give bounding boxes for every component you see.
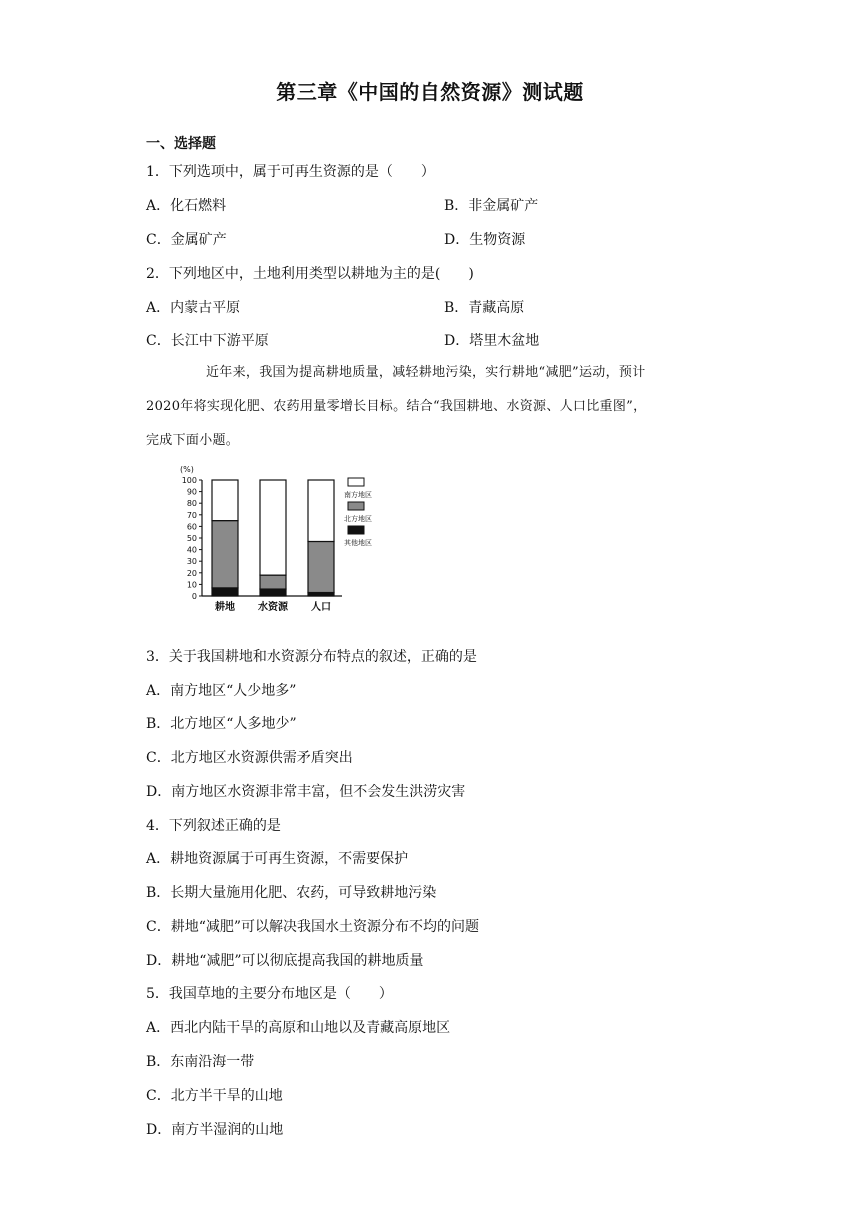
bar-segment [212, 588, 238, 596]
question-4-option-b: B．长期大量施用化肥、农药，可导致耕地污染 [146, 885, 437, 901]
question-1-option-c: C．金属矿产 [146, 232, 227, 248]
y-tick-label: 30 [186, 557, 197, 567]
legend-swatch [348, 502, 364, 510]
x-category-label: 水资源 [258, 602, 288, 613]
legend-label: 北方地区 [344, 515, 372, 523]
passage-line-1: 近年来，我国为提高耕地质量，减轻耕地污染，实行耕地“减肥”运动，预计 [206, 365, 646, 380]
bar-segment [260, 480, 286, 575]
question-3-option-a: A．南方地区“人少地多” [146, 683, 297, 699]
question-3-option-d: D．南方地区水资源非常丰富，但不会发生洪涝灾害 [146, 784, 466, 800]
bar-segment [212, 521, 238, 588]
bar-segment [260, 589, 286, 596]
section-heading: 一、选择题 [146, 136, 216, 152]
question-4-option-c: C．耕地“减肥”可以解决我国水土资源分布不均的问题 [146, 919, 480, 935]
question-3-stem: 3．关于我国耕地和水资源分布特点的叙述，正确的是 [146, 649, 477, 665]
question-1-option-d: D．生物资源 [444, 232, 526, 248]
legend-label: 其他地区 [344, 539, 372, 547]
x-category-label: 耕地 [215, 602, 235, 613]
question-4-stem: 4．下列叙述正确的是 [146, 818, 281, 834]
y-tick-label: 80 [186, 499, 197, 509]
y-tick-label: 40 [186, 545, 197, 555]
question-5-stem: 5．我国草地的主要分布地区是（ ） [146, 986, 393, 1002]
bar-segment [308, 541, 334, 592]
question-1-option-b: B．非金属矿产 [444, 198, 539, 214]
question-2-option-b: B．青藏高原 [444, 300, 525, 316]
bar-segment [212, 480, 238, 521]
x-category-label: 人口 [311, 602, 331, 613]
question-2-option-d: D．塔里木盆地 [444, 333, 540, 349]
question-5-option-d: D．南方半湿润的山地 [146, 1122, 284, 1138]
question-1-stem: 1．下列选项中，属于可再生资源的是（ ） [146, 164, 435, 180]
bar-segment [260, 575, 286, 589]
reading-passage [146, 356, 716, 458]
question-2-stem: 2．下列地区中，土地利用类型以耕地为主的是( ) [146, 266, 474, 282]
y-unit-label: (%) [180, 465, 194, 474]
legend-swatch [348, 478, 364, 486]
question-2-option-a: A．内蒙古平原 [146, 300, 241, 316]
passage-line-3: 完成下面小题。 [146, 433, 240, 448]
question-5-option-c: C．北方半干旱的山地 [146, 1088, 283, 1104]
question-4-option-d: D．耕地“减肥”可以彻底提高我国的耕地质量 [146, 953, 424, 969]
y-tick-label: 10 [186, 580, 197, 590]
y-tick-label: 0 [191, 592, 197, 601]
bar-segment [308, 480, 334, 541]
question-5-option-b: B．东南沿海一带 [146, 1054, 255, 1070]
question-3-option-b: B．北方地区“人多地少” [146, 716, 297, 732]
passage-line-2: 2020年将实现化肥、农药用量零增长目标。结合“我国耕地、水资源、人口比重图”， [146, 399, 647, 414]
page-title: 第三章《中国的自然资源》测试题 [276, 80, 584, 104]
stacked-bar-chart [176, 462, 396, 616]
question-3-option-c: C．北方地区水资源供需矛盾突出 [146, 750, 353, 766]
y-tick-label: 60 [186, 522, 197, 532]
question-5-option-a: A．西北内陆干旱的高原和山地以及青藏高原地区 [146, 1020, 451, 1036]
y-tick-label: 50 [186, 534, 197, 543]
legend-label: 南方地区 [344, 491, 372, 499]
y-tick-label: 100 [181, 476, 197, 485]
y-tick-label: 20 [186, 568, 197, 578]
y-tick-label: 90 [186, 487, 197, 497]
question-1-option-a: A．化石燃料 [146, 198, 227, 214]
legend-swatch [348, 526, 364, 534]
question-2-option-c: C．长江中下游平原 [146, 333, 269, 349]
question-4-option-a: A．耕地资源属于可再生资源，不需要保护 [146, 851, 409, 867]
y-tick-label: 70 [186, 510, 197, 520]
